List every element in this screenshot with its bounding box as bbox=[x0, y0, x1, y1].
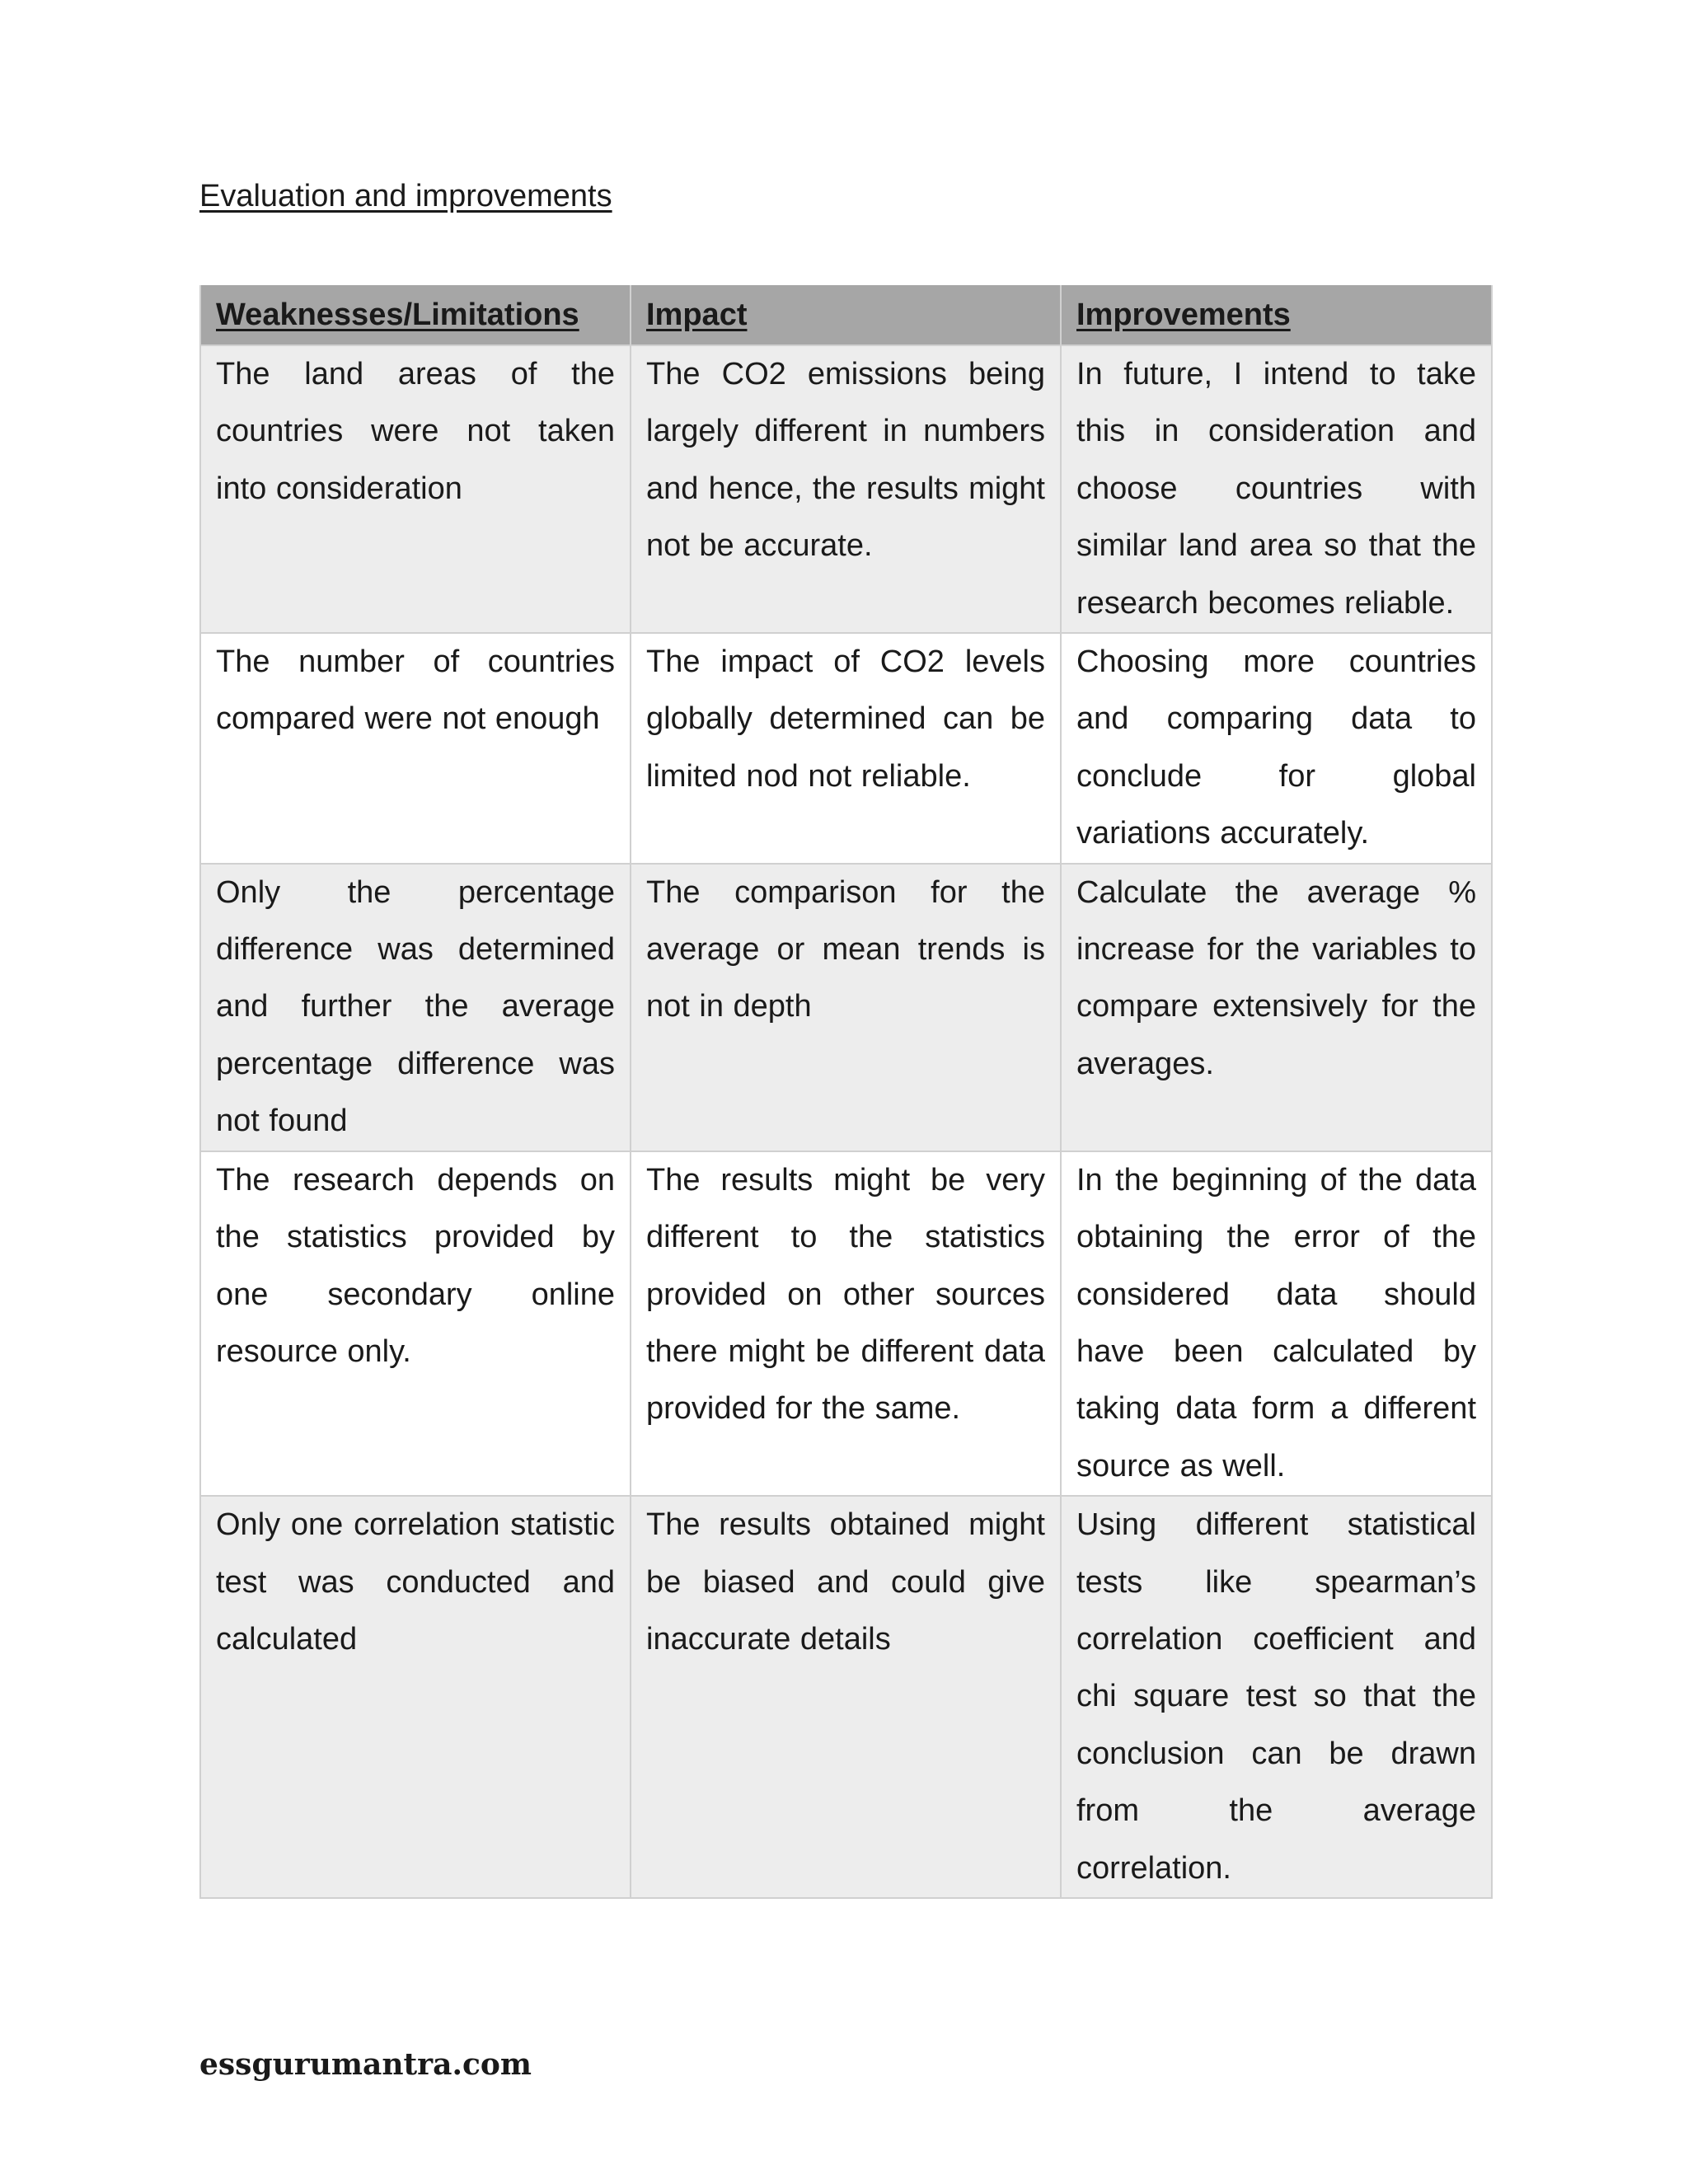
impact-cell: The impact of CO2 levels globally determined can be limited nod not reliable. bbox=[631, 633, 1061, 864]
header-improvements: Improvements bbox=[1061, 285, 1492, 345]
impact-cell: The CO2 emissions being largely different in numbers and hence, the results might not be accurate. bbox=[631, 345, 1061, 633]
weakness-cell: Only one correlation statistic test was conducted and calculated bbox=[200, 1496, 631, 1898]
improvement-cell: Choosing more countries and comparing data to conclude for global variations accurately. bbox=[1061, 633, 1492, 864]
weakness-cell: The research depends on the statistics provided by one secondary online resource only. bbox=[200, 1151, 631, 1496]
table-header-row bbox=[200, 285, 1492, 345]
footer-website: essgurumantra.com bbox=[199, 2047, 532, 2082]
table-row bbox=[200, 864, 1492, 1151]
improvement-cell: In the beginning of the data obtaining the error of the considered data should have been calculated by taking data form a different source as well. bbox=[1061, 1151, 1492, 1496]
evaluation-table bbox=[199, 285, 1493, 1899]
table-row bbox=[200, 1496, 1492, 1898]
improvement-cell: In future, I intend to take this in consideration and choose countries with similar land area so that the research becomes reliable. bbox=[1061, 345, 1492, 633]
improvement-cell: Calculate the average % increase for the variables to compare extensively for the averages. bbox=[1061, 864, 1492, 1151]
header-impact: Impact bbox=[631, 285, 1061, 345]
header-weaknesses: Weaknesses/Limitations bbox=[200, 285, 631, 345]
impact-cell: The results might be very different to the statistics provided on other sources there might be different data provided for the same. bbox=[631, 1151, 1061, 1496]
table-row bbox=[200, 1151, 1492, 1496]
page-title: Evaluation and improvements bbox=[199, 179, 612, 213]
impact-cell: The results obtained might be biased and could give inaccurate details bbox=[631, 1496, 1061, 1898]
weakness-cell: Only the percentage difference was determined and further the average percentage difference was not found bbox=[200, 864, 631, 1151]
improvement-cell: Using different statistical tests like spearman’s correlation coefficient and chi square test so that the conclusion can be drawn from the average correlation. bbox=[1061, 1496, 1492, 1898]
weakness-cell: The number of countries compared were not enough bbox=[200, 633, 631, 864]
impact-cell: The comparison for the average or mean trends is not in depth bbox=[631, 864, 1061, 1151]
table-row bbox=[200, 633, 1492, 864]
table-row bbox=[200, 345, 1492, 633]
weakness-cell: The land areas of the countries were not taken into consideration bbox=[200, 345, 631, 633]
